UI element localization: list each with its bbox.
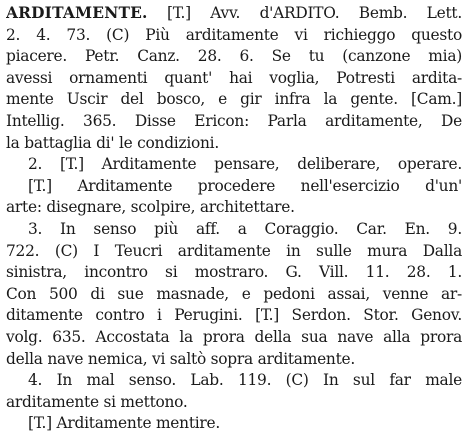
entry-line-7: la battaglia di' le condizioni.	[6, 133, 219, 152]
line-1-text: [T.] Avv. d'ARDITO. Bemb. Lett.	[166, 4, 462, 22]
sense-2-line-1: 2. [T.] Arditamente pensare, deliberare, operare.	[28, 155, 462, 174]
entry-line-2: 2. 4. 73. (C) Più arditamente vi richieggo questo	[6, 25, 462, 44]
sense-4-line-1: 4. In mal senso. Lab. 119. (C) In sul far male	[28, 371, 462, 390]
entry-line-4: avessi ornamenti quant' hai voglia, Potresti ardita-	[6, 68, 462, 87]
sense-3-line-7: della nave nemica, vi saltò sopra arditamente.	[6, 349, 356, 368]
sense-3-line-2: 722. (C) I Teucri arditamente in sulle mura Dalla	[6, 241, 462, 260]
entry-line-6: Intellig. 365. Disse Ericon: Parla arditamente, De	[6, 111, 462, 130]
dictionary-entry	[6, 3, 462, 435]
sense-2-line-3: arte: disegnare, scolpire, architettare.	[6, 198, 295, 217]
sense-3-line-4: Con 500 di sue masnade, e pedoni assai, venne ar-	[6, 284, 462, 303]
sense-3-line-3: sinistra, incontro si mostraro. G. Vill. 11. 28. 1.	[6, 263, 462, 282]
entry-line-5: mente Uscir del bosco, e gir infra la gente. [Cam.]	[6, 90, 462, 109]
sense-3-line-1: 3. In senso più aff. a Coraggio. Car. En. 9.	[28, 219, 462, 238]
sense-2-line-2: [T.] Arditamente procedere nell'esercizio d'un'	[28, 176, 462, 195]
sense-3-line-6: volg. 635. Accostata la prora della sua nave alla prora	[6, 327, 462, 346]
sense-3-line-5: ditamente contro i Perugini. [T.] Serdon. Stor. Genov.	[6, 306, 462, 325]
sense-4-line-2: arditamente si mettono.	[6, 392, 188, 411]
sense-5-line-1: [T.] Arditamente mentire.	[28, 414, 221, 433]
headword: ARDITAMENTE.	[6, 4, 148, 22]
entry-line-1	[6, 3, 462, 25]
entry-line-3: piacere. Petr. Canz. 28. 6. Se tu (canzone mia)	[6, 47, 462, 66]
